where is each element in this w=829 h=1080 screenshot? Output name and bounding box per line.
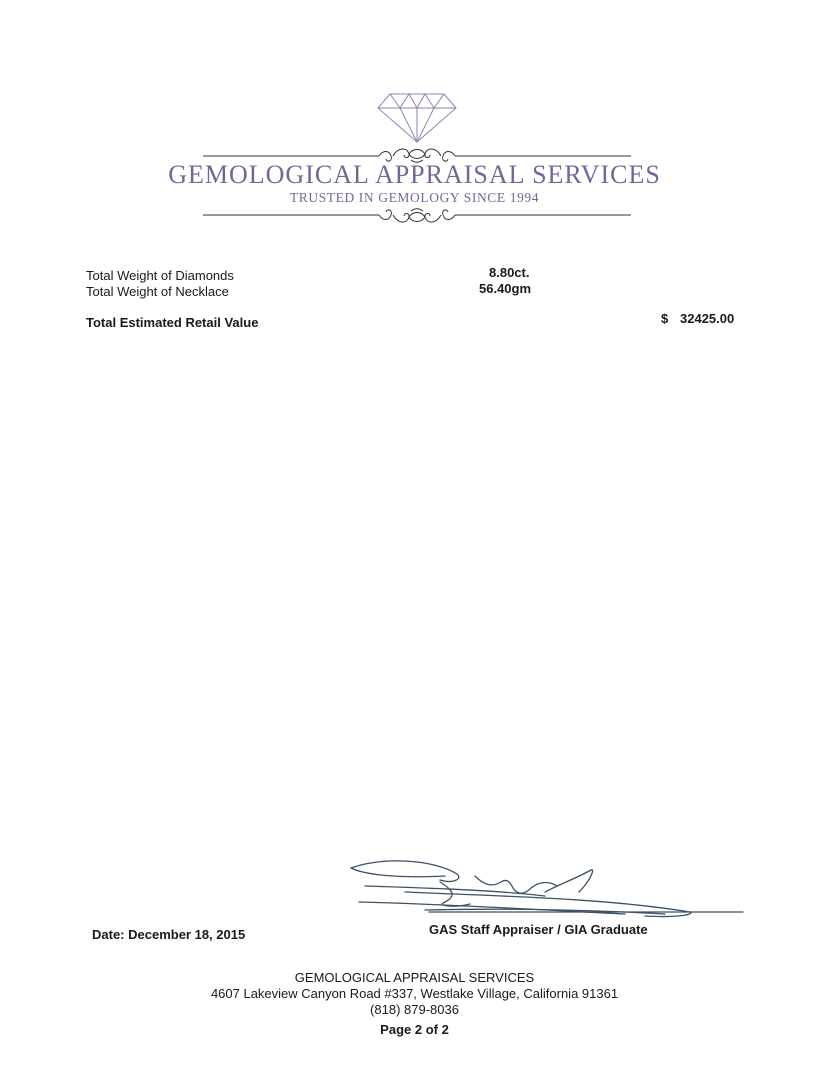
diamond-weight-label: Total Weight of Diamonds (86, 268, 234, 283)
logo-tagline: TRUSTED IN GEMOLOGY SINCE 1994 (289, 190, 540, 205)
diamond-icon (376, 92, 458, 144)
logo-company-name: GEMOLOGICAL APPRAISAL SERVICES (168, 160, 661, 189)
necklace-weight-value: 56.40gm (479, 281, 532, 296)
diamond-weight-value: 8.80ct. (489, 265, 530, 280)
footer-company: GEMOLOGICAL APPRAISAL SERVICES (294, 970, 535, 985)
retail-value-label: Total Estimated Retail Value (86, 315, 259, 330)
appraiser-title: GAS Staff Appraiser / GIA Graduate (429, 922, 648, 937)
appraiser-signature (345, 852, 745, 922)
retail-value-amount: 32425.00 (680, 311, 735, 326)
appraisal-date: Date: December 18, 2015 (92, 927, 246, 942)
necklace-weight-label: Total Weight of Necklace (86, 284, 229, 299)
footer-address: 4607 Lakeview Canyon Road #337, Westlake Village, California 91361 (210, 986, 619, 1001)
ornament-divider-bottom (203, 205, 631, 227)
currency-symbol: $ (661, 311, 669, 326)
page-number: Page 2 of 2 (380, 1022, 449, 1037)
footer-phone: (818) 879-8036 (370, 1002, 459, 1017)
